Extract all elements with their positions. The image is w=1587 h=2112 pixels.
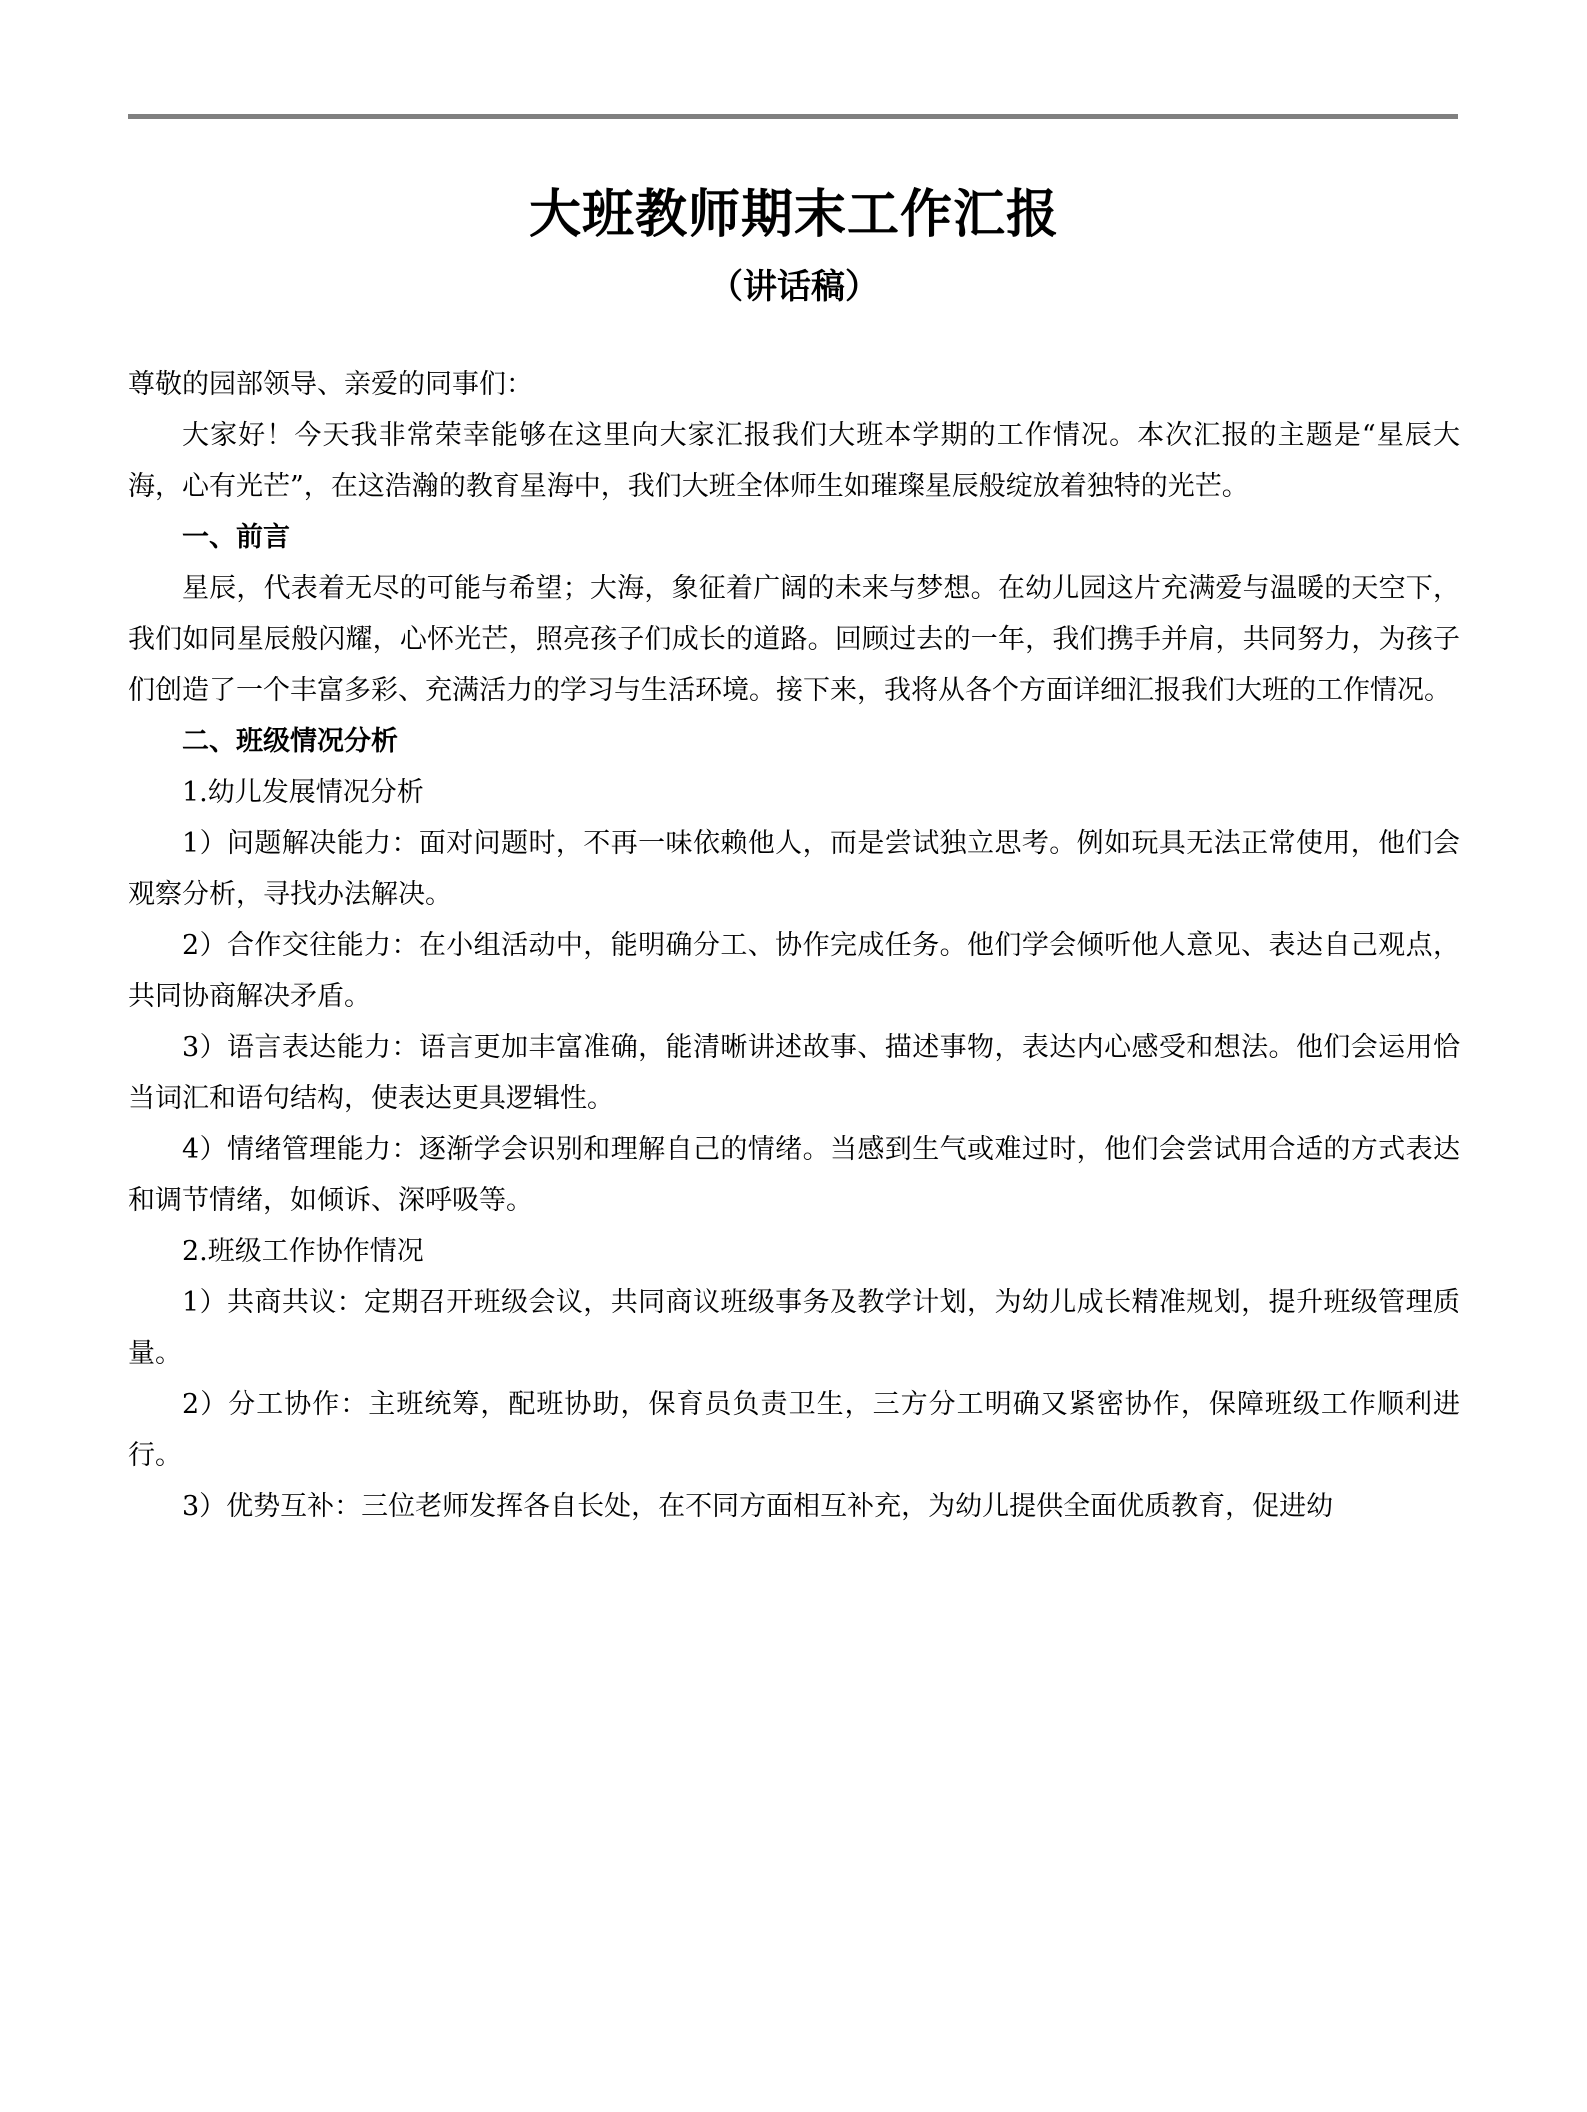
body-paragraph: 大家好！今天我非常荣幸能够在这里向大家汇报我们大班本学期的工作情况。本次汇报的主题是“星辰大海，心有光芒”，在这浩瀚的教育星海中，我们大班全体师生如璀璨星辰般绽放着独特的光芒。: [128, 420, 1460, 503]
section-heading: 一、前言: [182, 522, 290, 554]
salutation-line: 尊敬的园部领导、亲爱的同事们：: [128, 369, 533, 401]
header-divider-rule: [128, 114, 1458, 119]
body-paragraph: 4）情绪管理能力：逐渐学会识别和理解自己的情绪。当感到生气或难过时，他们会尝试用合适的方式表达和调节情绪，如倾诉、深呼吸等。: [128, 1134, 1460, 1217]
body-paragraph: 1）共商共议：定期召开班级会议，共同商议班级事务及教学计划，为幼儿成长精准规划，提升班级管理质量。: [128, 1287, 1460, 1370]
page-subtitle: （讲话稿）: [709, 267, 879, 307]
document-body: [128, 160, 1460, 1532]
page-title: 大班教师期末工作汇报: [528, 184, 1059, 245]
section-heading: 二、班级情况分析: [182, 726, 398, 758]
sub-heading: 2.班级工作协作情况: [182, 1236, 424, 1268]
body-paragraph: 3）优势互补：三位老师发挥各自长处，在不同方面相互补充，为幼儿提供全面优质教育，促进幼: [182, 1491, 1334, 1523]
document-blocks: [128, 410, 1460, 1532]
body-paragraph: 1）问题解决能力：面对问题时，不再一味依赖他人，而是尝试独立思考。例如玩具无法正常使用，他们会观察分析，寻找办法解决。: [128, 828, 1460, 911]
body-paragraph: 2）合作交往能力：在小组活动中，能明确分工、协作完成任务。他们学会倾听他人意见、表达自己观点，共同协商解决矛盾。: [128, 930, 1460, 1013]
body-paragraph: 星辰，代表着无尽的可能与希望；大海，象征着广阔的未来与梦想。在幼儿园这片充满爱与温暖的天空下，我们如同星辰般闪耀，心怀光芒，照亮孩子们成长的道路。回顾过去的一年，我们携手并肩，共同努力，为孩子们创造了一个丰富多彩、充满活力的学习与生活环境。接下来，我将从各个方面详细汇报我们大班的工作情况。: [128, 573, 1460, 707]
body-paragraph: 3）语言表达能力：语言更加丰富准确，能清晰讲述故事、描述事物，表达内心感受和想法。他们会运用恰当词汇和语句结构，使表达更具逻辑性。: [128, 1032, 1460, 1115]
body-paragraph: 2）分工协作：主班统筹，配班协助，保育员负责卫生，三方分工明确又紧密协作，保障班级工作顺利进行。: [128, 1389, 1460, 1472]
sub-heading: 1.幼儿发展情况分析: [182, 777, 424, 809]
